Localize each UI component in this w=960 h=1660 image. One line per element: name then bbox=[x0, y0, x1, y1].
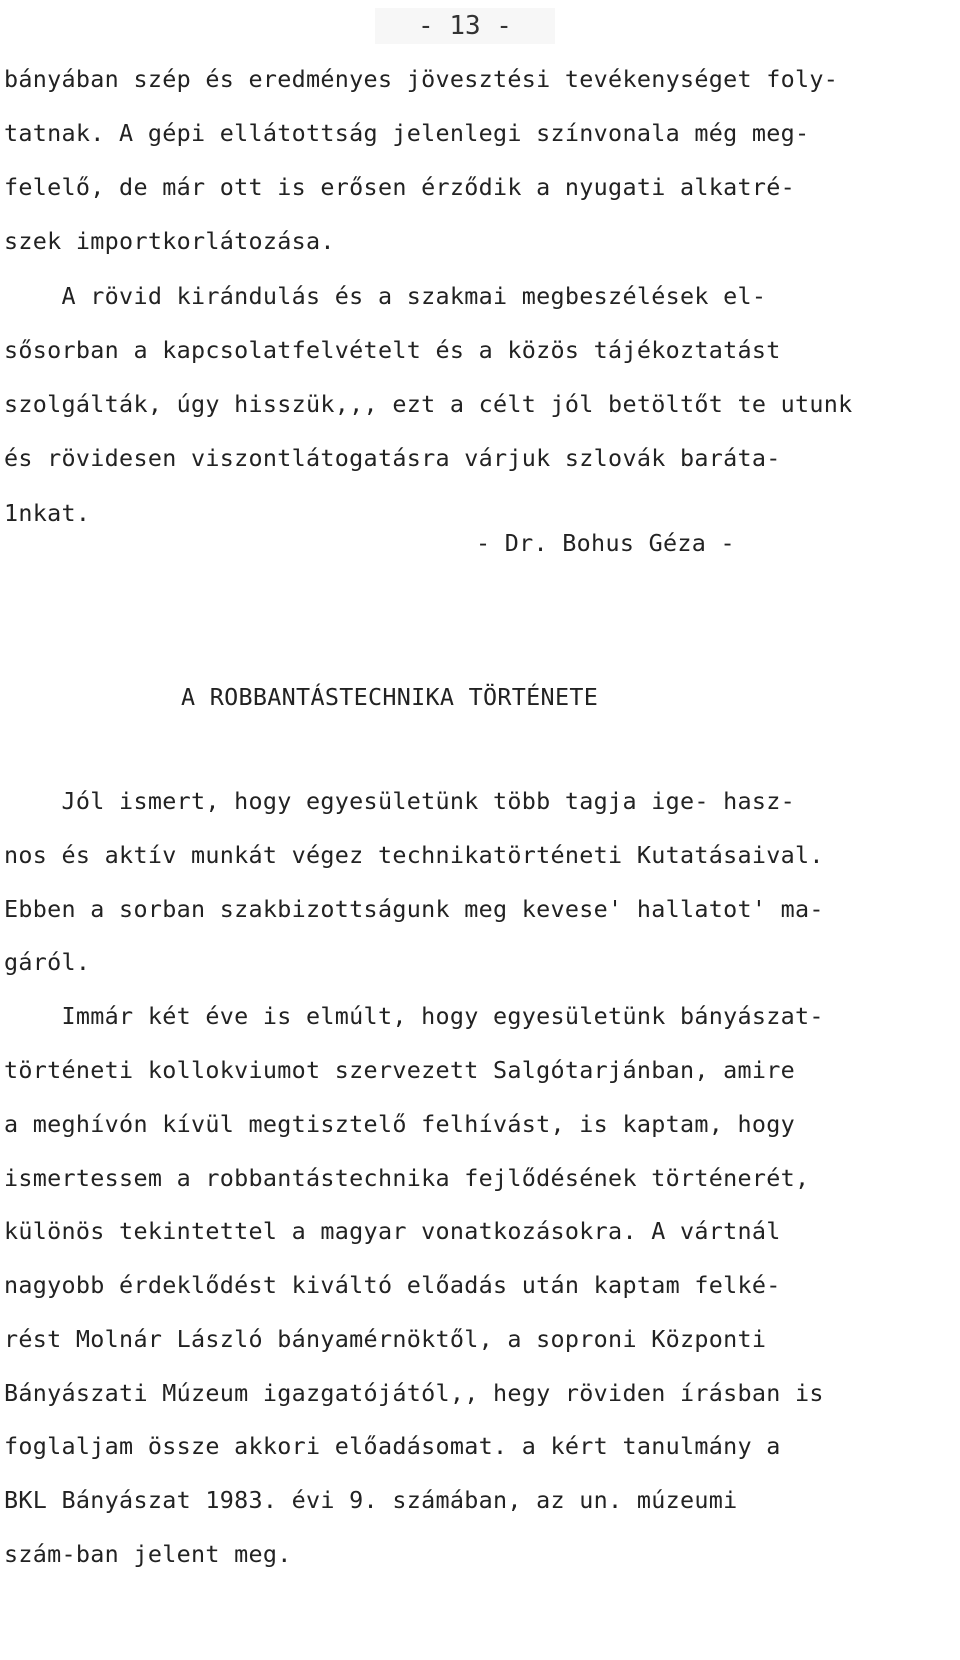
text-line: Bányászati Múzeum igazgatójától,, hegy röviden írásban is bbox=[4, 1379, 824, 1407]
text-line: gáról. bbox=[4, 948, 91, 976]
text-line: szolgálták, úgy hisszük,,, ezt a célt jól betöltőt te utunk bbox=[4, 390, 853, 418]
section-title: A ROBBANTÁSTECHNIKA TÖRTÉNETE bbox=[181, 683, 599, 711]
text-line: foglaljam össze akkori előadásomat. a kért tanulmány a bbox=[4, 1432, 781, 1460]
text-line: ismertessem a robbantástechnika fejlődésének történerét, bbox=[4, 1164, 810, 1192]
text-line: bányában szép és eredményes jövesztési tevékenységet foly- bbox=[4, 65, 839, 93]
text-line: A rövid kirándulás és a szakmai megbeszélések el- bbox=[4, 282, 767, 310]
text-line: Ebben a sorban szakbizottságunk meg kevese' hallatot' ma- bbox=[4, 895, 824, 923]
text-line: rést Molnár László bányamérnöktől, a soproni Központi bbox=[4, 1325, 767, 1353]
text-line: BKL Bányászat 1983. évi 9. számában, az un. múzeumi bbox=[4, 1486, 738, 1514]
text-line: szám-ban jelent meg. bbox=[4, 1540, 292, 1568]
text-line: a meghívón kívül megtisztelő felhívást, is kaptam, hogy bbox=[4, 1110, 796, 1138]
text-line: tatnak. A gépi ellátottság jelenlegi színvonala még meg- bbox=[4, 119, 810, 147]
text-line: 1nkat. bbox=[4, 499, 91, 527]
text-line: szek importkorlátozása. bbox=[4, 227, 335, 255]
text-line: nos és aktív munkát végez technikatörténeti Kutatásaival. bbox=[4, 841, 824, 869]
text-line: és rövidesen viszontlátogatásra várjuk szlovák baráta- bbox=[4, 444, 781, 472]
text-line: történeti kollokviumot szervezett Salgótarjánban, amire bbox=[4, 1056, 796, 1084]
text-line: felelő, de már ott is erősen érződik a nyugati alkatré- bbox=[4, 173, 796, 201]
text-line: Immár két éve is elmúlt, hogy egyesületünk bányászat- bbox=[4, 1002, 824, 1030]
text-line: Jól ismert, hogy egyesületünk több tagja ige- hasz- bbox=[4, 787, 796, 815]
page-number: - 13 - bbox=[375, 8, 555, 44]
text-line: sősorban a kapcsolatfelvételt és a közös tájékoztatást bbox=[4, 336, 781, 364]
text-line: különös tekintettel a magyar vonatkozásokra. A vártnál bbox=[4, 1217, 781, 1245]
author-signature: - Dr. Bohus Géza - bbox=[476, 529, 735, 557]
text-line: nagyobb érdeklődést kiváltó előadás után kaptam felké- bbox=[4, 1271, 781, 1299]
